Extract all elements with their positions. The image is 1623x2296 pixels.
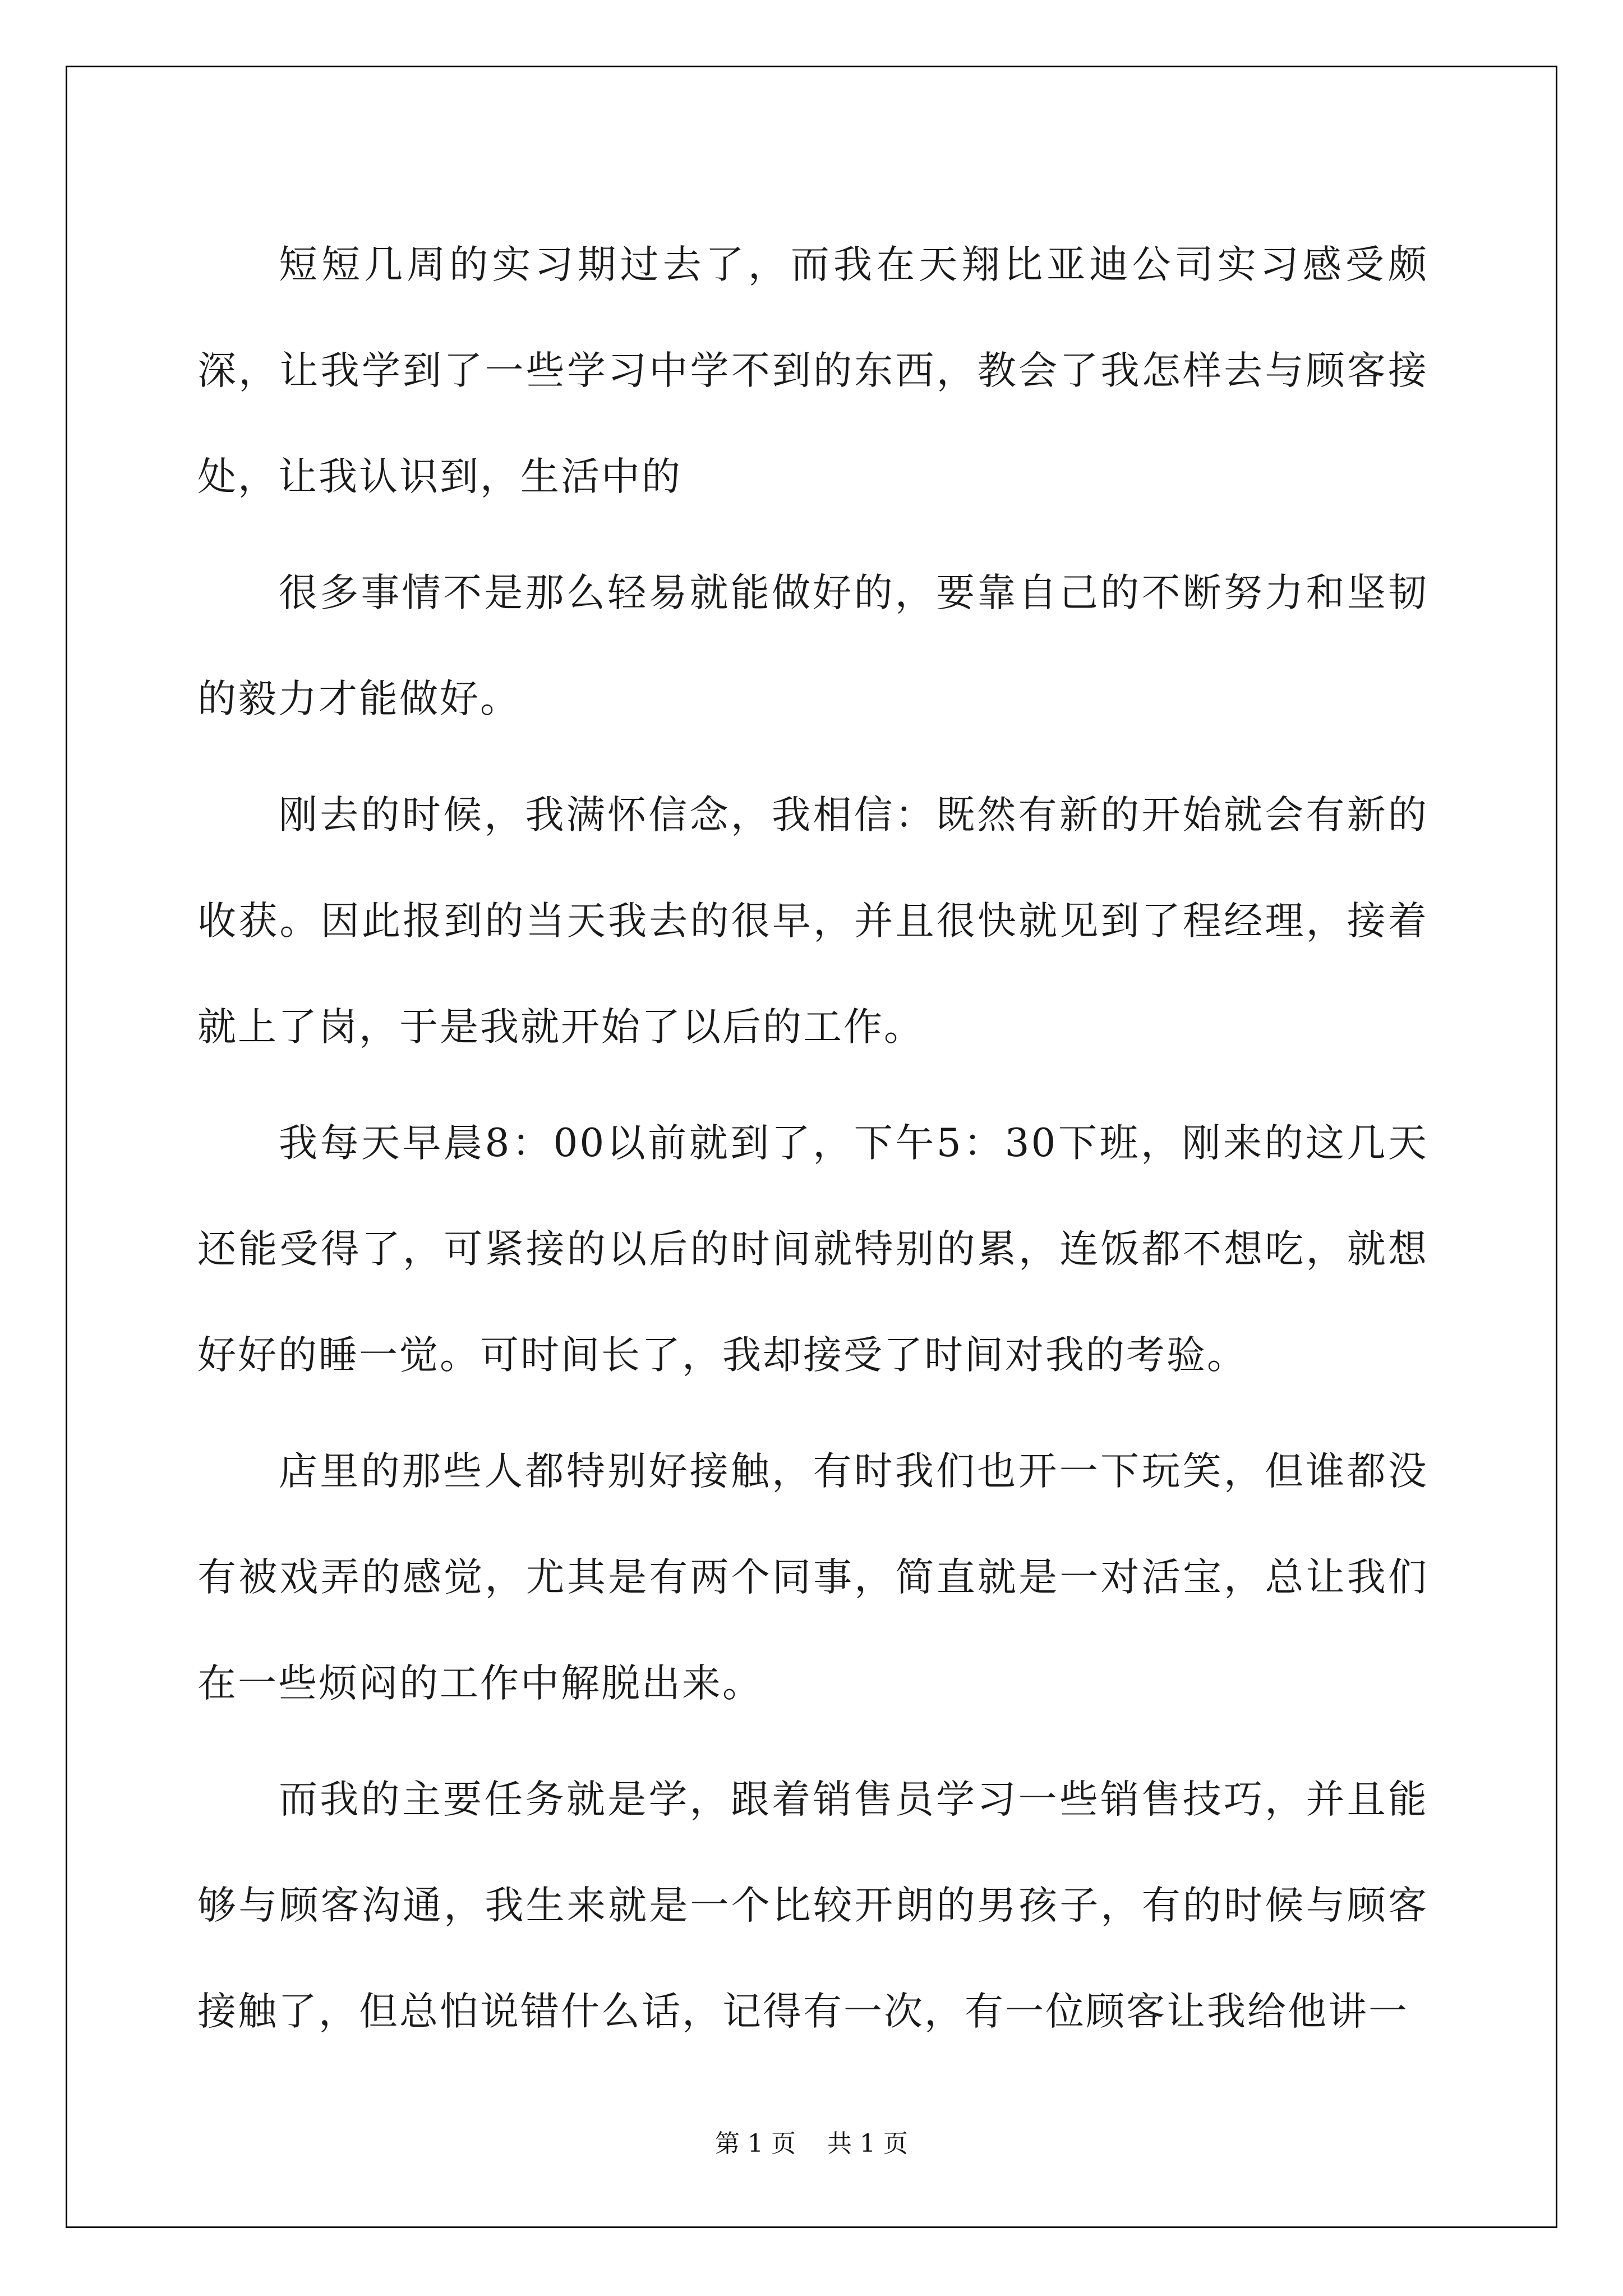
paragraph-3: 刚去的时候，我满怀信念，我相信：既然有新的开始就会有新的收获。因此报到的当天我去的很早，并且很快就见到了程经理，接着就上了岗，于是我就开始了以后的工作。 (197, 793, 1428, 1050)
paragraph-5: 店里的那些人都特别好接触，有时我们也开一下玩笑，但谁都没有被戏弄的感觉，尤其是有两个同事，简直就是一对活宝，总让我们在一些烦闷的工作中解脱出来。 (197, 1449, 1428, 1706)
paragraph-1: 短短几周的实习期过去了，而我在天翔比亚迪公司实习感受颇深，让我学到了一些学习中学不到的东西，教会了我怎样去与顾客接处，让我认识到，生活中的 (197, 242, 1428, 499)
paragraph-2: 很多事情不是那么轻易就能做好的，要靠自己的不断努力和坚韧的毅力才能做好。 (197, 570, 1428, 721)
paragraph-4: 我每天早晨8：00以前就到了，下午5：30下班，刚来的这几天还能受得了，可紧接的以后的时间就特别的累，连饭都不想吃，就想好好的睡一觉。可时间长了，我却接受了时间对我的考验。 (197, 1121, 1428, 1378)
document-body (197, 212, 1428, 2075)
page-number-footer: 第 1 页 共 1 页 (715, 2129, 908, 2158)
paragraph-6: 而我的主要任务就是学，跟着销售员学习一些销售技巧，并且能够与顾客沟通，我生来就是一个比较开朗的男孩子，有的时候与顾客接触了，但总怕说错什么话，记得有一次，有一位顾客让我给他讲一 (197, 1777, 1428, 2034)
